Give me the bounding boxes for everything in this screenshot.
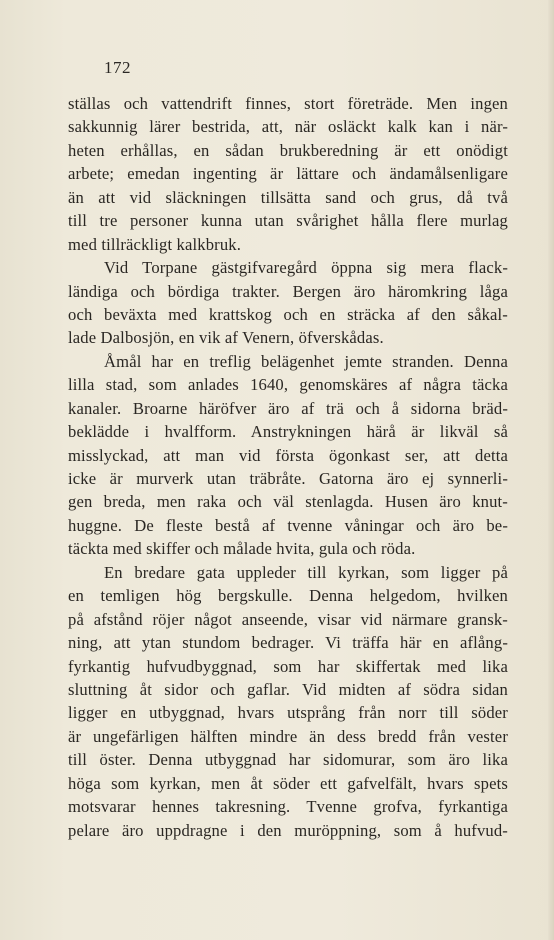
text-line: beklädde i hvalfform. Anstrykningen härå är likväl så — [68, 422, 508, 442]
text-line: arbete; emedan ingenting är lättare och ändamålsenligare — [68, 164, 508, 184]
text-line: på afstånd röjer något anseende, visar vid närmare gransk- — [68, 609, 508, 629]
text-line: höga som kyrkan, men åt söder ett gafvelfält, hvars spets — [68, 773, 508, 793]
body-text — [68, 92, 508, 842]
text-line: heten erhållas, en sådan brukberedning är ett onödigt — [68, 140, 508, 160]
text-line: icke är murverk utan träbråte. Gatorna äro ej synnerli- — [68, 469, 508, 488]
text-line: med tillräckligt kalkbruk. — [68, 234, 242, 254]
text-line: En bredare gata uppleder till kyrkan, som ligger på — [104, 562, 508, 582]
text-line: täckta med skiffer och målade hvita, gula och röda. — [68, 539, 416, 559]
text-line: ställas och vattendrift finnes, stort företräde. Men ingen — [68, 94, 508, 113]
text-line: är ungefärligen hälften mindre än dess bredd från vester — [68, 726, 508, 746]
text-line: ligger en utbyggnad, hvars utsprång från norr till söder — [68, 703, 508, 723]
text-line: ning, att ytan stundom bedrager. Vi träffa här en aflång- — [68, 633, 508, 653]
text-line: motsvarar hennes takresning. Tvenne grofva, fyrkantiga — [68, 797, 508, 817]
text-line: gen breda, men raka och väl stenlagda. Husen äro knut- — [68, 492, 508, 512]
text-line: sluttning åt sidor och gaflar. Vid midten af södra sidan — [68, 679, 508, 699]
text-line: misslyckad, att man vid första ögonkast ser, att detta — [68, 445, 508, 465]
text-line: ländiga och bördiga trakter. Bergen äro häromkring låga — [68, 281, 508, 301]
text-line: sakkunnig lärer bestrida, att, när osläckt kalk kan i när- — [68, 117, 508, 137]
page-number: 172 — [104, 58, 131, 77]
text-line: pelare äro uppdragne i den muröppning, som å hufvud- — [68, 820, 508, 840]
text-line: Åmål har en treflig belägenhet jemte stranden. Denna — [104, 351, 508, 371]
text-line: kanaler. Broarne häröfver äro af trä och å sidorna bräd- — [68, 398, 508, 418]
text-line: lilla stad, som anlades 1640, genomskäres af några täcka — [68, 375, 508, 395]
text-line: och beväxta med krattskog och en sträcka af den såkal- — [68, 304, 508, 324]
text-line: fyrkantig hufvudbyggnad, som har skiffertak med lika — [68, 656, 508, 676]
text-line: Vid Torpane gästgifvaregård öppna sig mera flack- — [104, 258, 508, 278]
text-line: än att vid släckningen tillsätta sand och grus, då två — [68, 187, 508, 207]
text-line: huggne. De fleste bestå af tvenne våningar och äro be- — [68, 515, 508, 535]
text-line: till öster. Denna utbyggnad har sidomurar, som äro lika — [68, 750, 508, 770]
text-line: en temligen hög bergskulle. Denna helgedom, hvilken — [68, 586, 508, 606]
text-line: lade Dalbosjön, en vik af Venern, öfverskådas. — [68, 328, 384, 348]
text-line: till tre personer kunna utan svårighet hålla flere murlag — [68, 211, 508, 231]
page-edge — [548, 0, 554, 940]
